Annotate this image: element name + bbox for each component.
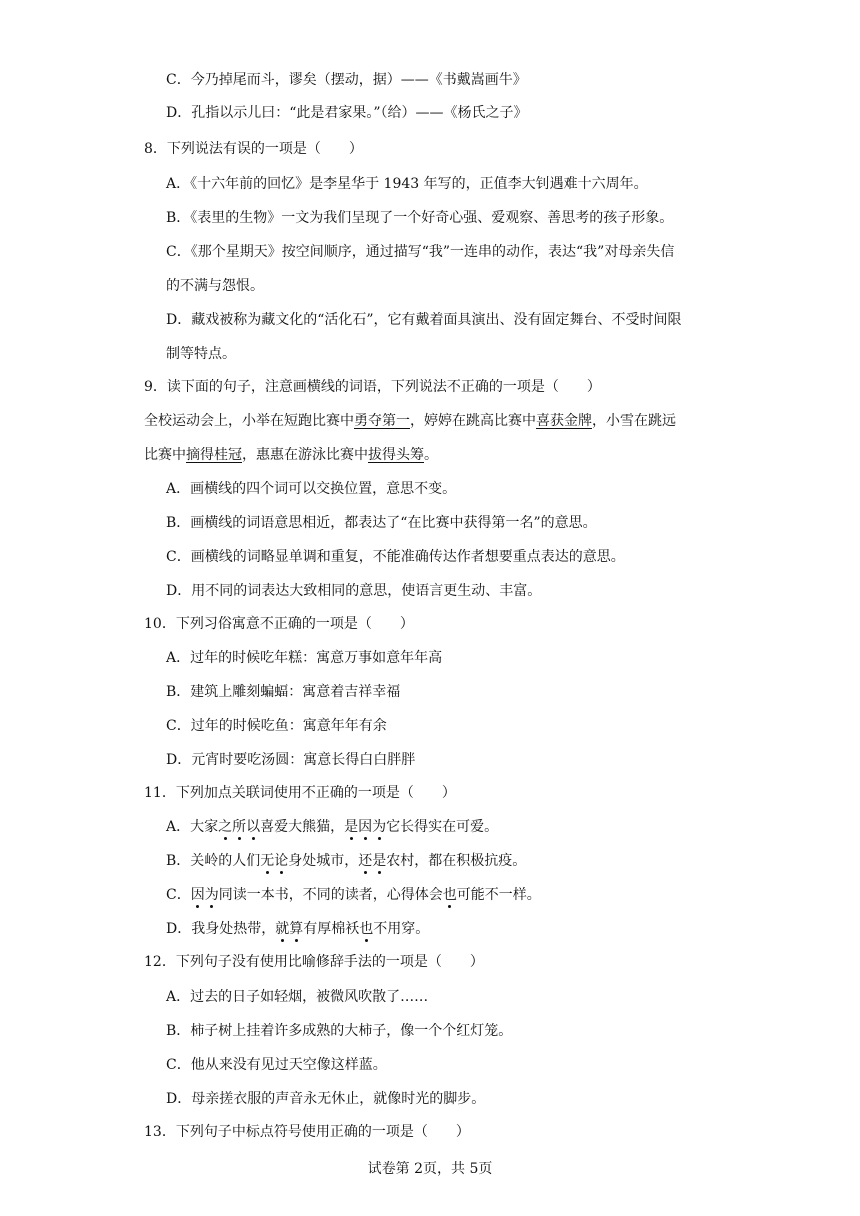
passage-text: ，小雪在跳远 xyxy=(592,413,676,429)
option-text: B．关岭的人们 xyxy=(166,853,261,869)
dotted-conjunction xyxy=(443,887,457,903)
q10-stem: 10．下列习俗寓意不正确的一项是（ ） xyxy=(144,616,414,632)
q9-passage-line2 xyxy=(144,445,438,465)
option-text: D．我身处热带， xyxy=(166,921,276,937)
dotted-char: 算 xyxy=(289,921,304,937)
q11-option-c xyxy=(166,885,541,905)
dotted-conjunction xyxy=(344,819,386,835)
q9-option-b: B．画横线的词语意思相近，都表达了“在比赛中获得第一名”的意思。 xyxy=(166,515,597,531)
q12-option-c: C．他从来没有见过天空像这样蓝。 xyxy=(166,1057,387,1073)
underlined-word: 勇夺第一 xyxy=(354,413,410,429)
q9-option-a: A．画横线的四个词可以交换位置，意思不变。 xyxy=(166,481,457,497)
dotted-char: 为 xyxy=(204,887,219,903)
option-text: 有厚棉袄 xyxy=(303,921,360,937)
passage-text: ，惠惠在游泳比赛中 xyxy=(242,447,368,463)
option-text: 喜爱大熊猫， xyxy=(260,819,345,835)
q7-option-c xyxy=(166,70,527,90)
q8-option-b: B．《表里的生物》一文为我们呈现了一个好奇心强、爱观察、善思考的孩子形象。 xyxy=(166,210,674,226)
dotted-char: 所 xyxy=(232,819,247,835)
option-text: 孔指以示儿曰：“此是君家果。”（给）——《杨氏之子》 xyxy=(191,105,528,121)
option-label: C． xyxy=(166,72,191,88)
q8-option-a: A．《十六年前的回忆》是李星华于 1943 年写的，正值李大钊遇难十六周年。 xyxy=(166,176,648,192)
q9-option-c: C．画横线的词略显单调和重复，不能准确传达作者想要重点表达的意思。 xyxy=(166,549,625,565)
option-text: 今乃掉尾而斗，谬矣（摆动，据）——《书戴嵩画牛》 xyxy=(190,72,527,88)
q10-option-a: A．过年的时候吃年糕：寓意万事如意年年高 xyxy=(166,650,443,666)
q10-option-c: C．过年的时候吃鱼：寓意年年有余 xyxy=(166,718,387,734)
dotted-conjunction xyxy=(218,819,260,835)
dotted-conjunction xyxy=(358,853,386,869)
q7-option-d xyxy=(166,103,528,123)
dotted-char: 为 xyxy=(372,819,387,835)
q12-stem: 12．下列句子没有使用比喻修辞手法的一项是（ ） xyxy=(144,954,484,970)
passage-text: 比赛中 xyxy=(144,447,186,463)
option-label: D． xyxy=(166,105,192,121)
passage-text: ，婷婷在跳高比赛中 xyxy=(410,413,536,429)
option-text: A．大家 xyxy=(166,819,219,835)
q11-stem: 11．下列加点关联词使用不正确的一项是（ ） xyxy=(144,785,456,801)
q12-option-a: A．过去的日子如轻烟，被微风吹散了…… xyxy=(166,989,429,1005)
passage-text: 。 xyxy=(424,447,438,463)
dotted-conjunction xyxy=(359,921,373,937)
q8-option-d-cont: 制等特点。 xyxy=(166,346,236,362)
q8-option-d: D．藏戏被称为藏文化的“活化石”，它有戴着面具演出、没有固定舞台、不受时间限 xyxy=(166,312,682,328)
q8-option-c-cont: 的不满与怨恨。 xyxy=(166,278,264,294)
dotted-char: 论 xyxy=(274,853,289,869)
underlined-word: 喜获金牌 xyxy=(536,413,592,429)
dotted-char: 还 xyxy=(358,853,373,869)
q11-option-b xyxy=(166,851,526,871)
q13-stem: 13．下列句子中标点符号使用正确的一项是（ ） xyxy=(144,1124,470,1140)
dotted-char: 因 xyxy=(358,819,373,835)
option-text: 农村，都在积极抗疫。 xyxy=(386,853,527,869)
dotted-char: 是 xyxy=(344,819,359,835)
dotted-char: 就 xyxy=(275,921,290,937)
option-text: 不用穿。 xyxy=(373,921,430,937)
dotted-conjunction xyxy=(275,921,303,937)
q9-stem: 9．读下面的句子，注意画横线的词语，下列说法不正确的一项是（ ） xyxy=(144,379,601,395)
dotted-char: 也 xyxy=(359,921,374,937)
option-text: 它长得实在可爱。 xyxy=(386,819,499,835)
q12-option-d: D．母亲搓衣服的声音永无休止，就像时光的脚步。 xyxy=(166,1091,486,1107)
option-text: C． xyxy=(166,887,191,903)
page-footer: 试卷第 2页，共 5页 xyxy=(367,1161,493,1177)
dotted-char: 以 xyxy=(246,819,261,835)
q10-option-d: D．元宵时要吃汤圆：寓意长得白白胖胖 xyxy=(166,752,416,768)
q8-option-c: C．《那个星期天》按空间顺序，通过描写“我”一连串的动作，表达“我”对母亲失信 xyxy=(166,244,675,260)
q9-option-d: D．用不同的词表达大致相同的意思，使语言更生动、丰富。 xyxy=(166,583,542,599)
option-text: 可能不一样。 xyxy=(456,887,541,903)
dotted-conjunction xyxy=(260,853,288,869)
q8-stem: 8．下列说法有误的一项是（ ） xyxy=(144,141,363,157)
dotted-conjunction xyxy=(191,887,219,903)
dotted-char: 之 xyxy=(218,819,233,835)
q11-option-d xyxy=(166,919,429,939)
passage-text: 全校运动会上，小举在短跑比赛中 xyxy=(144,413,354,429)
option-text: 同读一本书，不同的读者，心得体会 xyxy=(218,887,443,903)
underlined-word: 拔得头筹 xyxy=(368,447,424,463)
q12-option-b: B．柿子树上挂着许多成熟的大柿子，像一个个红灯笼。 xyxy=(166,1023,513,1039)
q10-option-b: B．建筑上雕刻蝙蝠：寓意着吉祥幸福 xyxy=(166,684,401,700)
q11-option-a xyxy=(166,817,498,837)
dotted-char: 是 xyxy=(372,853,387,869)
q9-passage-line1 xyxy=(144,411,676,431)
dotted-char: 也 xyxy=(442,887,457,903)
option-text: 身处城市， xyxy=(288,853,359,869)
underlined-word: 摘得桂冠 xyxy=(186,447,242,463)
dotted-char: 因 xyxy=(190,887,205,903)
dotted-char: 无 xyxy=(260,853,275,869)
